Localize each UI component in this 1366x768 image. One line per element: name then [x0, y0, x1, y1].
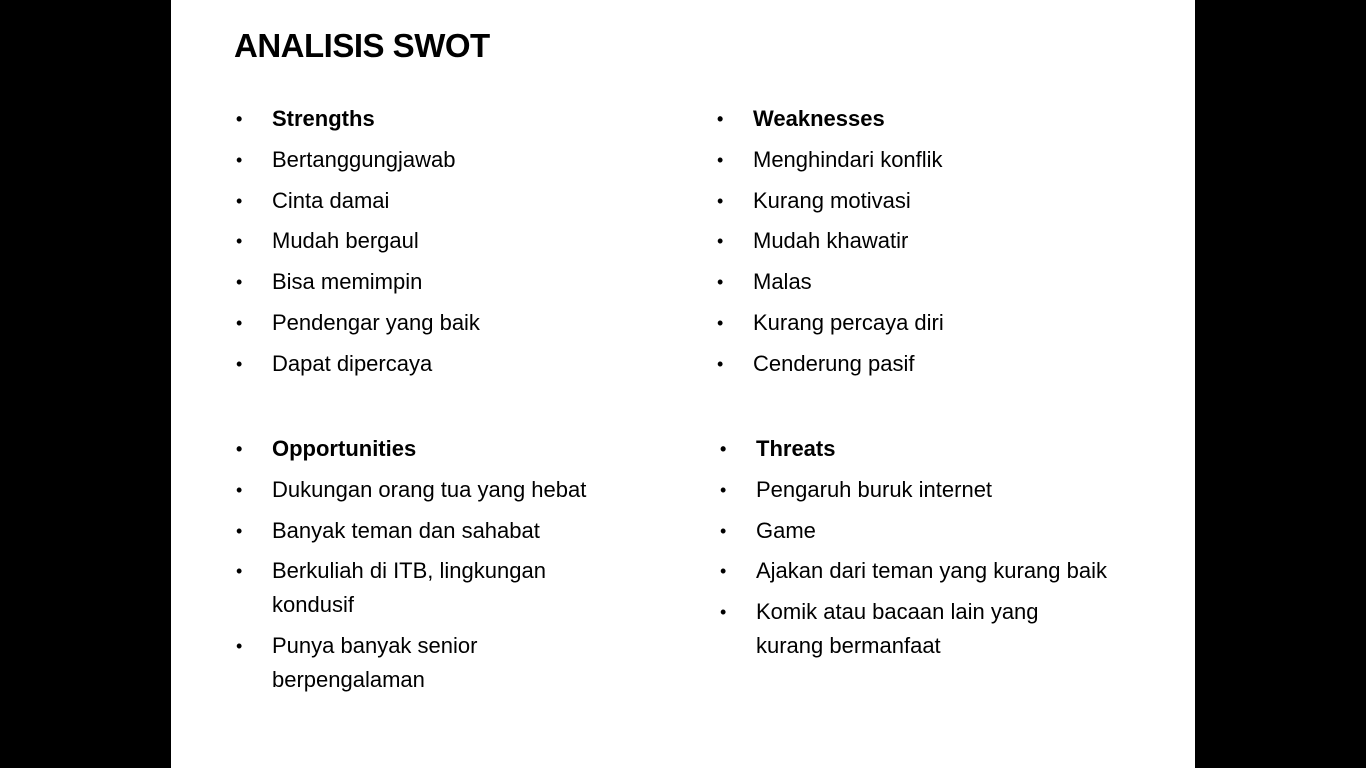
opportunities-heading: • Opportunities: [234, 432, 654, 466]
list-item: • Cinta damai: [234, 184, 654, 218]
list-item: • Punya banyak senior berpengalaman: [234, 629, 572, 697]
weaknesses-heading: • Weaknesses: [715, 102, 1135, 136]
list-item: • Ajakan dari teman yang kurang baik: [718, 554, 1126, 588]
strengths-list: [234, 102, 654, 388]
list-item: • Cenderung pasif: [715, 347, 1135, 381]
list-item: • Pendengar yang baik: [234, 306, 654, 340]
slide-title: ANALISIS SWOT: [234, 27, 490, 64]
opportunities-list: [234, 432, 654, 704]
list-item: • Pengaruh buruk internet: [718, 473, 1128, 507]
list-item: • Menghindari konflik: [715, 143, 1135, 177]
list-item: • Bertanggungjawab: [234, 143, 654, 177]
threats-heading: • Threats: [718, 432, 1128, 466]
threats-list: [718, 432, 1128, 670]
list-item: • Game: [718, 514, 1128, 548]
list-item: • Dukungan orang tua yang hebat: [234, 473, 654, 507]
list-item: • Banyak teman dan sahabat: [234, 514, 654, 548]
list-item: • Mudah khawatir: [715, 224, 1135, 258]
list-item: • Dapat dipercaya: [234, 347, 654, 381]
strengths-heading: • Strengths: [234, 102, 654, 136]
slide: [171, 0, 1195, 768]
list-item: • Kurang motivasi: [715, 184, 1135, 218]
list-item: • Kurang percaya diri: [715, 306, 1135, 340]
list-item: • Mudah bergaul: [234, 224, 654, 258]
weaknesses-list: [715, 102, 1135, 388]
list-item: • Bisa memimpin: [234, 265, 654, 299]
list-item: • Berkuliah di ITB, lingkungan kondusif: [234, 554, 602, 622]
list-item: • Malas: [715, 265, 1135, 299]
list-item: • Komik atau bacaan lain yang kurang bermanfaat: [718, 595, 1106, 663]
